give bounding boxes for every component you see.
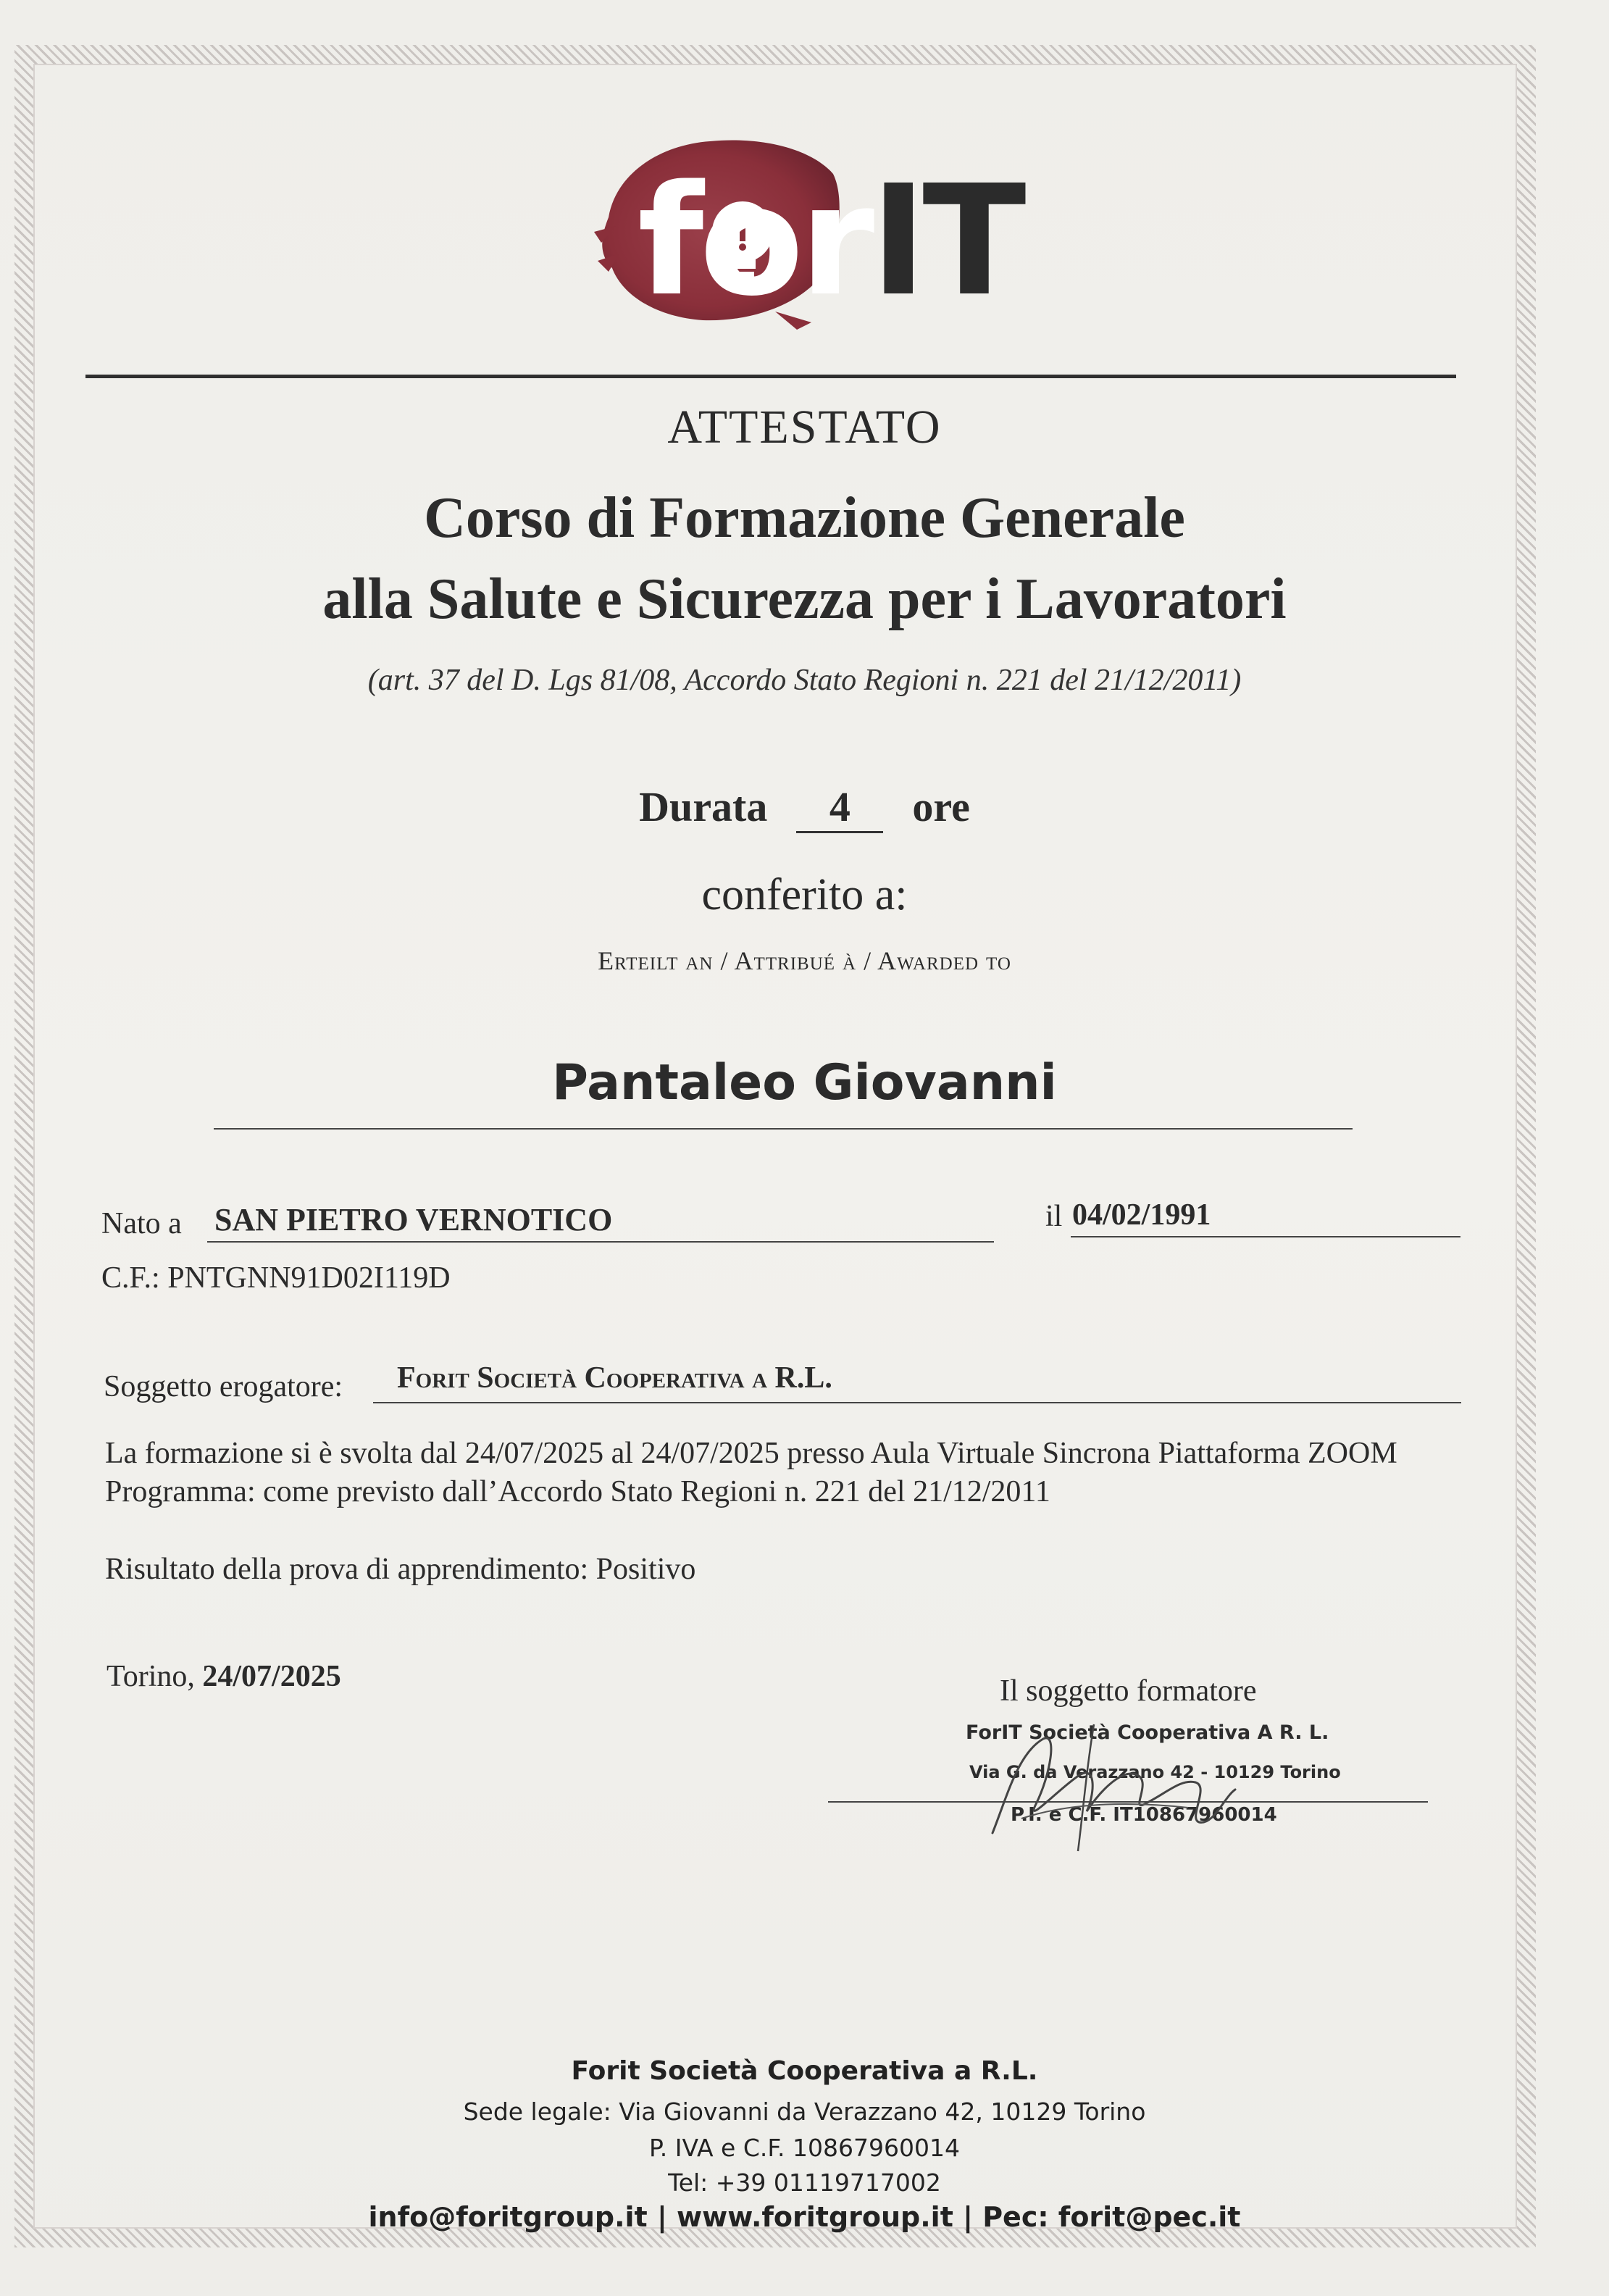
place-date <box>106 1659 341 1694</box>
birth-place: SAN PIETRO VERNOTICO <box>214 1202 613 1237</box>
born-label: Nato a <box>101 1207 182 1240</box>
legal-reference: (art. 37 del D. Lgs 81/08, Accordo Stato Regioni n. 221 del 21/12/2011) <box>367 664 1242 697</box>
tax-code <box>101 1261 451 1295</box>
birth-place-underline <box>207 1241 994 1243</box>
document-type: ATTESTATO <box>667 401 942 454</box>
logo-part-for: for <box>638 152 871 330</box>
duration-label: Durata <box>639 783 768 830</box>
recipient-name: Pantaleo Giovanni <box>552 1054 1057 1111</box>
stamp-line2: Via G. da Verazzano 42 - 10129 Torino <box>969 1762 1341 1782</box>
footer-vat: P. IVA e C.F. 10867960014 <box>649 2134 960 2162</box>
program-details: Programma: come previsto dall’Accordo Stato Regioni n. 221 del 21/12/2011 <box>105 1475 1050 1508</box>
issue-place: Torino, <box>106 1660 195 1693</box>
training-details: La formazione si è svolta dal 24/07/2025 al 24/07/2025 presso Aula Virtuale Sincrona Piattaforma ZOOM <box>105 1437 1397 1470</box>
provider-name: Forit Società Cooperativa a R.L. <box>397 1361 832 1395</box>
stamp-line3: P.I. e C.F. IT10867960014 <box>1011 1804 1277 1826</box>
course-title-line2: alla Salute e Sicurezza per i Lavoratori <box>322 567 1287 631</box>
footer-contacts: info@foritgroup.it | www.foritgroup.it | Pec: forit@pec.it <box>368 2201 1241 2233</box>
duration-unit: ore <box>912 783 970 830</box>
tax-code-value: PNTGNN91D02I119D <box>167 1261 451 1295</box>
provider-underline <box>373 1402 1461 1403</box>
duration-value: 4 <box>796 782 883 833</box>
birth-date-underline <box>1071 1236 1460 1237</box>
tax-code-label: C.F.: <box>101 1261 160 1295</box>
logo-wordmark <box>638 152 1022 330</box>
handwritten-signature <box>949 1710 1253 1855</box>
stamp-line1: ForIT Società Cooperativa A R. L. <box>966 1721 1329 1744</box>
awarded-translations: Erteilt an / Attribué à / Awarded to <box>598 946 1011 975</box>
provider-label: Soggetto erogatore: <box>104 1370 343 1403</box>
birth-date-label: il <box>1045 1200 1063 1233</box>
inner-border <box>33 64 1517 2229</box>
forit-logo <box>594 130 1022 348</box>
issue-date: 24/07/2025 <box>202 1660 341 1693</box>
course-title-line1: Corso di Formazione Generale <box>424 486 1185 550</box>
footer-address: Sede legale: Via Giovanni da Verazzano 42, 10129 Torino <box>463 2097 1146 2126</box>
footer-phone: Tel: +39 01119717002 <box>668 2168 941 2197</box>
logo-part-it: IT <box>870 152 1022 330</box>
header-rule <box>85 375 1456 378</box>
awarded-label: conferito a: <box>701 870 908 919</box>
name-underline <box>214 1128 1353 1130</box>
footer-company: Forit Società Cooperativa a R.L. <box>571 2056 1038 2086</box>
signatory-label: Il soggetto formatore <box>1000 1674 1257 1708</box>
birth-date: 04/02/1991 <box>1072 1198 1211 1232</box>
duration-row <box>0 782 1609 833</box>
test-result: Risultato della prova di apprendimento: Positivo <box>105 1553 696 1586</box>
